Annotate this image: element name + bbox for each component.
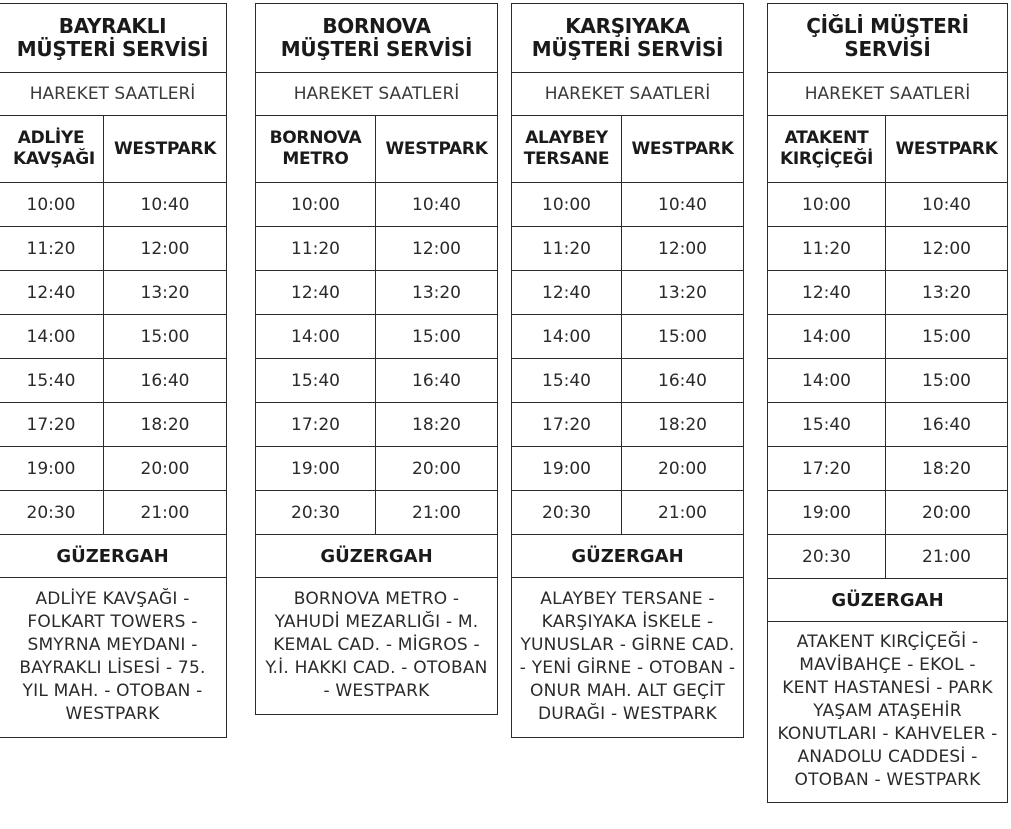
times-body [0,183,227,535]
route-description: ADLİYE KAVŞAĞI - FOLKART TOWERS - SMYRNA MEYDANI - BAYRAKLI LİSESİ - 75. YIL MAH. - OTOBAN - WESTPARK [0,578,227,738]
time-row [768,183,1008,227]
arrival-time: 21:00 [886,535,1008,579]
time-row [768,535,1008,579]
departure-time: 20:30 [0,491,104,535]
time-row [256,315,498,359]
arrival-stop-header: WESTPARK [376,116,498,183]
time-row [256,359,498,403]
arrival-time: 13:20 [622,271,744,315]
time-row [0,491,227,535]
arrival-time: 21:00 [376,491,498,535]
arrival-time: 15:00 [104,315,227,359]
departure-stop-header: ADLİYE KAVŞAĞI [0,116,104,183]
arrival-time: 18:20 [622,403,744,447]
arrival-time: 12:00 [886,227,1008,271]
route-heading: GÜZERGAH [768,579,1008,622]
time-row [768,491,1008,535]
arrival-stop-header: WESTPARK [104,116,227,183]
route-description: ALAYBEY TERSANE - KARŞIYAKA İSKELE - YUNUSLAR - GİRNE CAD. - YENİ GİRNE - OTOBAN - ONUR MAH. ALT GEÇİT DURAĞI - WESTPARK [512,578,744,738]
departure-time: 15:40 [512,359,622,403]
arrival-time: 15:00 [376,315,498,359]
time-row [0,315,227,359]
route-heading: GÜZERGAH [0,535,227,578]
arrival-time: 10:40 [376,183,498,227]
time-row [768,315,1008,359]
schedule-table [767,3,1008,803]
times-body [256,183,498,535]
arrival-time: 16:40 [622,359,744,403]
time-row [0,227,227,271]
departure-time: 20:30 [256,491,376,535]
times-body [512,183,744,535]
departure-time: 14:00 [768,359,886,403]
arrival-time: 20:00 [886,491,1008,535]
departure-time: 14:00 [512,315,622,359]
departure-time: 11:20 [256,227,376,271]
departure-time: 20:30 [768,535,886,579]
arrival-time: 10:40 [886,183,1008,227]
time-row [512,447,744,491]
time-row [256,447,498,491]
times-body [768,183,1008,579]
departure-time: 12:40 [256,271,376,315]
arrival-time: 13:20 [886,271,1008,315]
arrival-time: 16:40 [886,403,1008,447]
time-row [0,271,227,315]
card-title: BAYRAKLI MÜŞTERİ SERVİSİ [0,4,227,73]
departure-time: 12:40 [768,271,886,315]
time-row [0,403,227,447]
arrival-time: 13:20 [104,271,227,315]
schedule-card-bayrakli [0,3,227,738]
departure-time: 17:20 [256,403,376,447]
arrival-time: 15:00 [886,359,1008,403]
departure-time: 11:20 [0,227,104,271]
departure-time: 10:00 [0,183,104,227]
route-heading: GÜZERGAH [512,535,744,578]
schedule-card-bornova [255,3,498,715]
schedule-card-karsiyaka [511,3,744,738]
departure-time: 19:00 [768,491,886,535]
route-description: ATAKENT KIRÇİÇEĞİ - MAVİBAHÇE - EKOL - KENT HASTANESİ - PARK YAŞAM ATAŞEHİR KONUTLARI - KAHVELER - ANADOLU CADDESİ - OTOBAN - WESTPARK [768,622,1008,803]
departure-time: 17:20 [512,403,622,447]
arrival-time: 18:20 [886,447,1008,491]
time-row [0,447,227,491]
arrival-time: 13:20 [376,271,498,315]
time-row [256,183,498,227]
departure-time: 11:20 [512,227,622,271]
departure-stop-header: BORNOVA METRO [256,116,376,183]
departure-time: 15:40 [768,403,886,447]
time-row [256,403,498,447]
departure-time: 10:00 [256,183,376,227]
time-row [512,227,744,271]
arrival-time: 12:00 [104,227,227,271]
schedule-card-cigli [767,3,1008,803]
time-row [512,491,744,535]
time-row [256,227,498,271]
time-row [512,403,744,447]
time-row [768,403,1008,447]
departure-time: 14:00 [0,315,104,359]
departure-stop-header: ALAYBEY TERSANE [512,116,622,183]
arrival-stop-header: WESTPARK [622,116,744,183]
arrival-time: 12:00 [376,227,498,271]
time-row [256,271,498,315]
schedule-table [511,3,744,738]
arrival-time: 16:40 [376,359,498,403]
time-row [0,183,227,227]
card-title: ÇİĞLİ MÜŞTERİ SERVİSİ [768,4,1008,73]
arrival-time: 20:00 [622,447,744,491]
departure-time: 14:00 [768,315,886,359]
arrival-time: 16:40 [104,359,227,403]
time-row [768,447,1008,491]
departure-time: 14:00 [256,315,376,359]
arrival-time: 21:00 [104,491,227,535]
arrival-time: 21:00 [622,491,744,535]
departure-time: 17:20 [0,403,104,447]
departure-time: 11:20 [768,227,886,271]
arrival-time: 10:40 [622,183,744,227]
card-subtitle: HAREKET SAATLERİ [0,73,227,116]
departure-time: 19:00 [256,447,376,491]
arrival-time: 10:40 [104,183,227,227]
arrival-stop-header: WESTPARK [886,116,1008,183]
departure-time: 20:30 [512,491,622,535]
departure-time: 10:00 [512,183,622,227]
route-description: BORNOVA METRO - YAHUDİ MEZARLIĞI - M. KEMAL CAD. - MİGROS - Y.İ. HAKKI CAD. - OTOBAN - WESTPARK [256,578,498,715]
arrival-time: 18:20 [376,403,498,447]
time-row [0,359,227,403]
departure-time: 17:20 [768,447,886,491]
card-title: BORNOVA MÜŞTERİ SERVİSİ [256,4,498,73]
time-row [512,359,744,403]
card-title: KARŞIYAKA MÜŞTERİ SERVİSİ [512,4,744,73]
departure-time: 12:40 [0,271,104,315]
route-heading: GÜZERGAH [256,535,498,578]
time-row [768,271,1008,315]
schedule-table [255,3,498,715]
schedule-table [0,3,227,738]
time-row [512,271,744,315]
arrival-time: 20:00 [376,447,498,491]
departure-time: 19:00 [512,447,622,491]
departure-time: 15:40 [0,359,104,403]
time-row [512,183,744,227]
arrival-time: 15:00 [622,315,744,359]
departure-time: 12:40 [512,271,622,315]
card-subtitle: HAREKET SAATLERİ [512,73,744,116]
time-row [768,359,1008,403]
arrival-time: 20:00 [104,447,227,491]
arrival-time: 12:00 [622,227,744,271]
time-row [256,491,498,535]
departure-time: 19:00 [0,447,104,491]
card-subtitle: HAREKET SAATLERİ [768,73,1008,116]
departure-time: 10:00 [768,183,886,227]
departure-time: 15:40 [256,359,376,403]
card-subtitle: HAREKET SAATLERİ [256,73,498,116]
arrival-time: 18:20 [104,403,227,447]
time-row [512,315,744,359]
departure-stop-header: ATAKENT KIRÇİÇEĞİ [768,116,886,183]
arrival-time: 15:00 [886,315,1008,359]
time-row [768,227,1008,271]
